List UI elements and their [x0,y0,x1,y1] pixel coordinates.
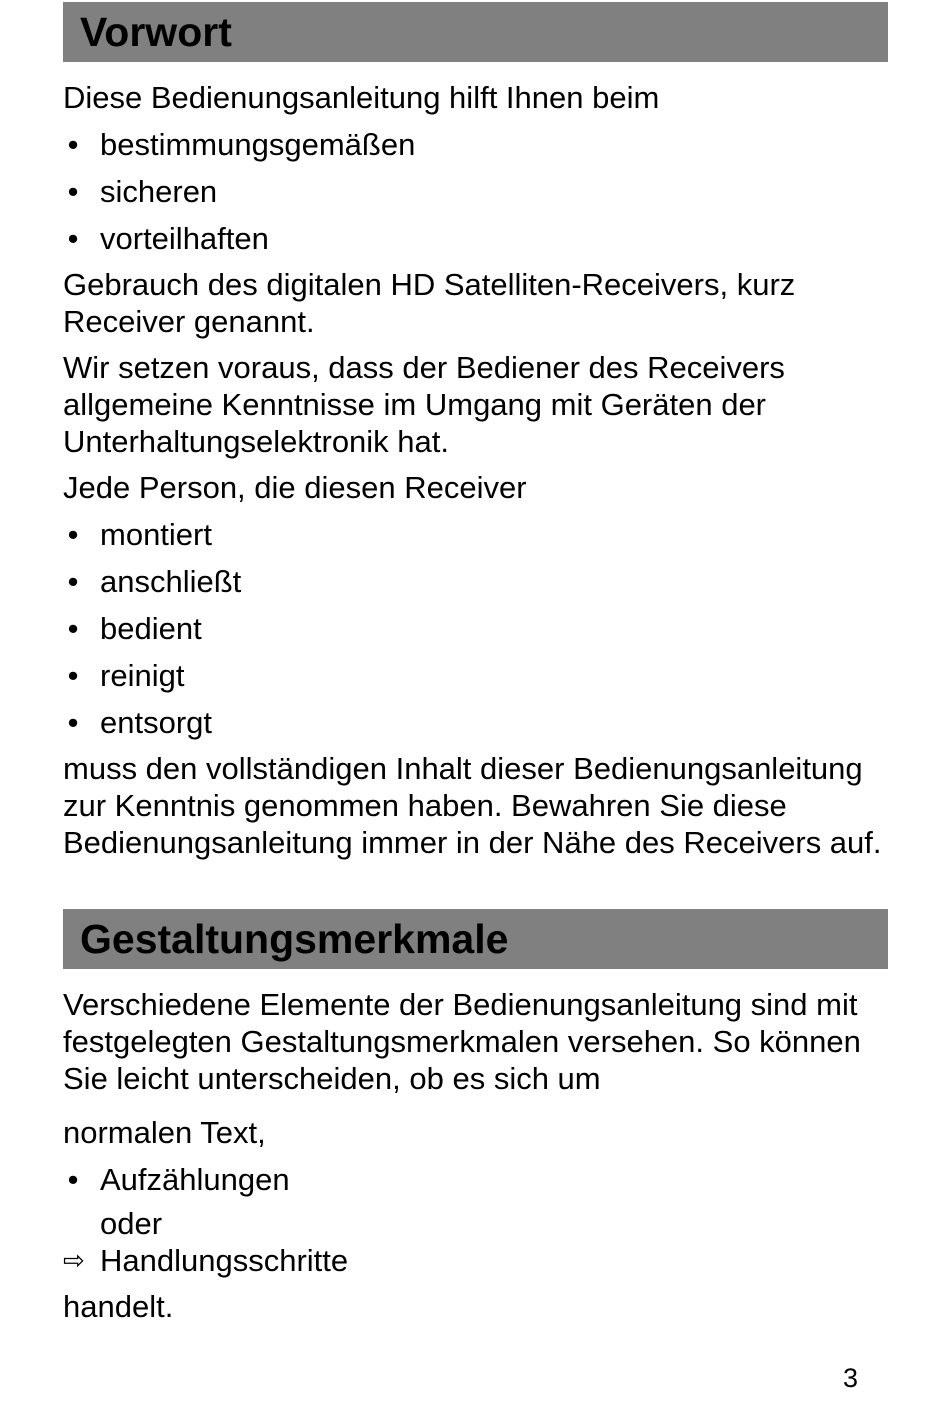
list-item [63,126,888,163]
bullet-icon: • [67,1162,79,1197]
list-item-text: entsorgt [100,705,213,740]
bullet-icon: • [67,658,79,693]
vorwort-list-usage [63,126,888,257]
list-item-text: vorteilhaften [100,221,269,256]
list-item-text: bestimmungsgemäßen [100,127,416,162]
bullet-icon: • [67,564,79,599]
gestaltung-paragraph-2: normalen Text, [63,1115,266,1150]
gestaltung-closing: handelt. [63,1289,174,1324]
document-page [63,0,888,1325]
list-item [63,657,888,694]
gestaltung-step-list [63,1242,888,1279]
list-item [63,1161,888,1198]
vorwort-paragraph-1: Gebrauch des digitalen HD Satelliten-Receivers, kurz Receiver genannt. [63,267,796,339]
vorwort-paragraph-3: Jede Person, die diesen Receiver [63,470,527,505]
gestaltung-bullet-list [63,1161,888,1198]
list-item [63,220,888,257]
step-item [63,1242,888,1279]
section-title-vorwort: Vorwort [63,2,888,62]
list-item-text: bedient [100,611,202,646]
list-item-text: sicheren [100,174,218,209]
bullet-icon: • [67,517,79,552]
page-number: 3 [842,1363,858,1393]
list-item [63,610,888,647]
list-item-text: anschließt [100,564,242,599]
section-title-gestaltungsmerkmale: Gestaltungsmerkmale [63,909,888,969]
vorwort-paragraph-4: muss den vollständigen Inhalt dieser Bedienungsanleitung zur Kenntnis genommen haben. Bewahren Sie diese Bedienungsanleitung immer in der Nähe des Receivers auf. [63,751,882,860]
bullet-icon: • [67,174,79,209]
vorwort-list-actions [63,516,888,741]
bullet-icon: • [67,611,79,646]
list-item [63,563,888,600]
list-item-text: Aufzählungen [100,1162,290,1197]
bullet-icon: • [67,127,79,162]
list-item [63,516,888,553]
bullet-icon: • [67,705,79,740]
bullet-icon: • [67,221,79,256]
gestaltung-connector: oder [100,1206,163,1241]
step-item-text: Handlungsschritte [100,1243,349,1278]
list-item-text: montiert [100,517,212,552]
arrow-right-icon: ⇨ [63,1245,85,1275]
list-item-text: reinigt [100,658,185,693]
list-item [63,173,888,210]
vorwort-paragraph-2: Wir setzen voraus, dass der Bediener des Receivers allgemeine Kenntnisse im Umgang mit Geräten der Unterhaltungselektronik hat. [63,350,785,459]
gestaltung-paragraph-1: Verschiedene Elemente der Bedienungsanleitung sind mit festgelegten Gestaltungsmerkmalen versehen. So können Sie leicht unterscheiden, ob es sich um [63,987,861,1096]
vorwort-intro: Diese Bedienungsanleitung hilft Ihnen beim [63,80,660,115]
list-item [63,704,888,741]
